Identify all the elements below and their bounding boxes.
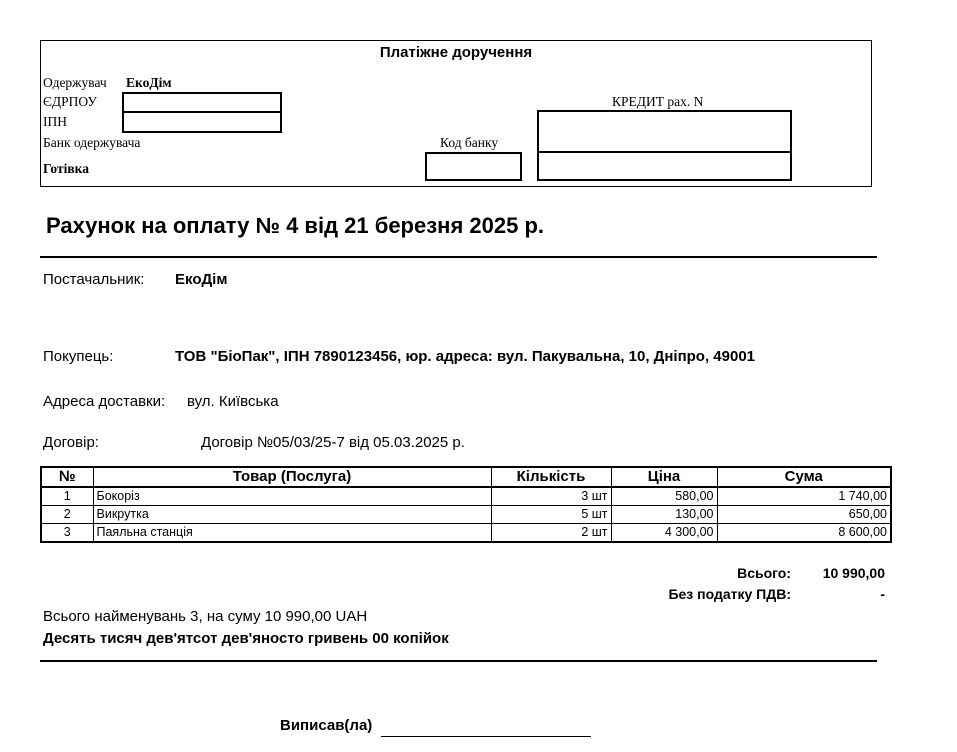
col-header-sum: Сума (717, 467, 891, 487)
total-value: 10 990,00 (822, 565, 885, 581)
row-price: 130,00 (611, 506, 717, 524)
row-number: 1 (41, 487, 93, 506)
recipient-label: Одержувач (43, 75, 107, 90)
cash-label: Готівка (43, 161, 89, 176)
bank-code-field (425, 152, 522, 181)
credit-account-label: КРЕДИТ рах. N (612, 94, 704, 109)
payment-order-title: Платіжне доручення (379, 44, 533, 61)
ipn-label: ІПН (43, 114, 67, 129)
payment-order-box (40, 40, 872, 187)
bank-code-label: Код банку (440, 135, 499, 150)
col-header-quantity: Кількість (491, 467, 611, 487)
row-number: 3 (41, 524, 93, 543)
row-quantity: 3 шт (491, 487, 611, 506)
summary-text: Всього найменувань 3, на суму 10 990,00 UAH (43, 608, 368, 625)
buyer-value: ТОВ "БіоПак", ІПН 7890123456, юр. адреса: вул. Пакувальна, 10, Дніпро, 49001 (175, 348, 756, 365)
items-table (40, 466, 892, 543)
title-divider (40, 256, 877, 258)
bank-label: Банк одержувача (43, 135, 141, 150)
signature-label: Виписав(ла) (280, 717, 373, 734)
recipient-name: ЕкоДім (126, 75, 172, 90)
row-price: 4 300,00 (611, 524, 717, 543)
row-number: 2 (41, 506, 93, 524)
total-label: Всього: (737, 565, 791, 581)
amount-in-words: Десять тисяч дев'ятсот дев'яносто гривень 00 копійок (43, 630, 449, 647)
ipn-field (122, 111, 282, 133)
supplier-label: Постачальник: (43, 271, 145, 288)
supplier-value: ЕкоДім (175, 271, 228, 288)
vat-label: Без податку ПДВ: (668, 586, 791, 602)
delivery-value: вул. Київська (187, 393, 279, 410)
signature-line (381, 736, 591, 737)
edrpou-field (122, 92, 282, 113)
row-price: 580,00 (611, 487, 717, 506)
table-row (41, 506, 891, 524)
credit-account-subfield (537, 151, 792, 181)
edrpou-label: ЄДРПОУ (43, 94, 97, 109)
row-product: Бокоріз (93, 487, 491, 506)
table-row (41, 524, 891, 543)
col-header-product: Товар (Послуга) (93, 467, 491, 487)
row-quantity: 5 шт (491, 506, 611, 524)
row-sum: 8 600,00 (717, 524, 891, 543)
col-header-number: № (41, 467, 93, 487)
delivery-label: Адреса доставки: (43, 393, 166, 410)
buyer-label: Покупець: (43, 348, 114, 365)
contract-value: Договір №05/03/25-7 від 05.03.2025 р. (201, 434, 465, 451)
row-quantity: 2 шт (491, 524, 611, 543)
row-product: Викрутка (93, 506, 491, 524)
row-sum: 1 740,00 (717, 487, 891, 506)
bottom-divider (40, 660, 877, 662)
table-row (41, 487, 891, 506)
vat-value: - (880, 586, 885, 602)
invoice-title: Рахунок на оплату № 4 від 21 березня 2025 р. (46, 213, 545, 238)
credit-account-field (537, 110, 792, 153)
table-header-row (41, 467, 891, 487)
contract-label: Договір: (43, 434, 99, 451)
row-sum: 650,00 (717, 506, 891, 524)
row-product: Паяльна станція (93, 524, 491, 543)
col-header-price: Ціна (611, 467, 717, 487)
